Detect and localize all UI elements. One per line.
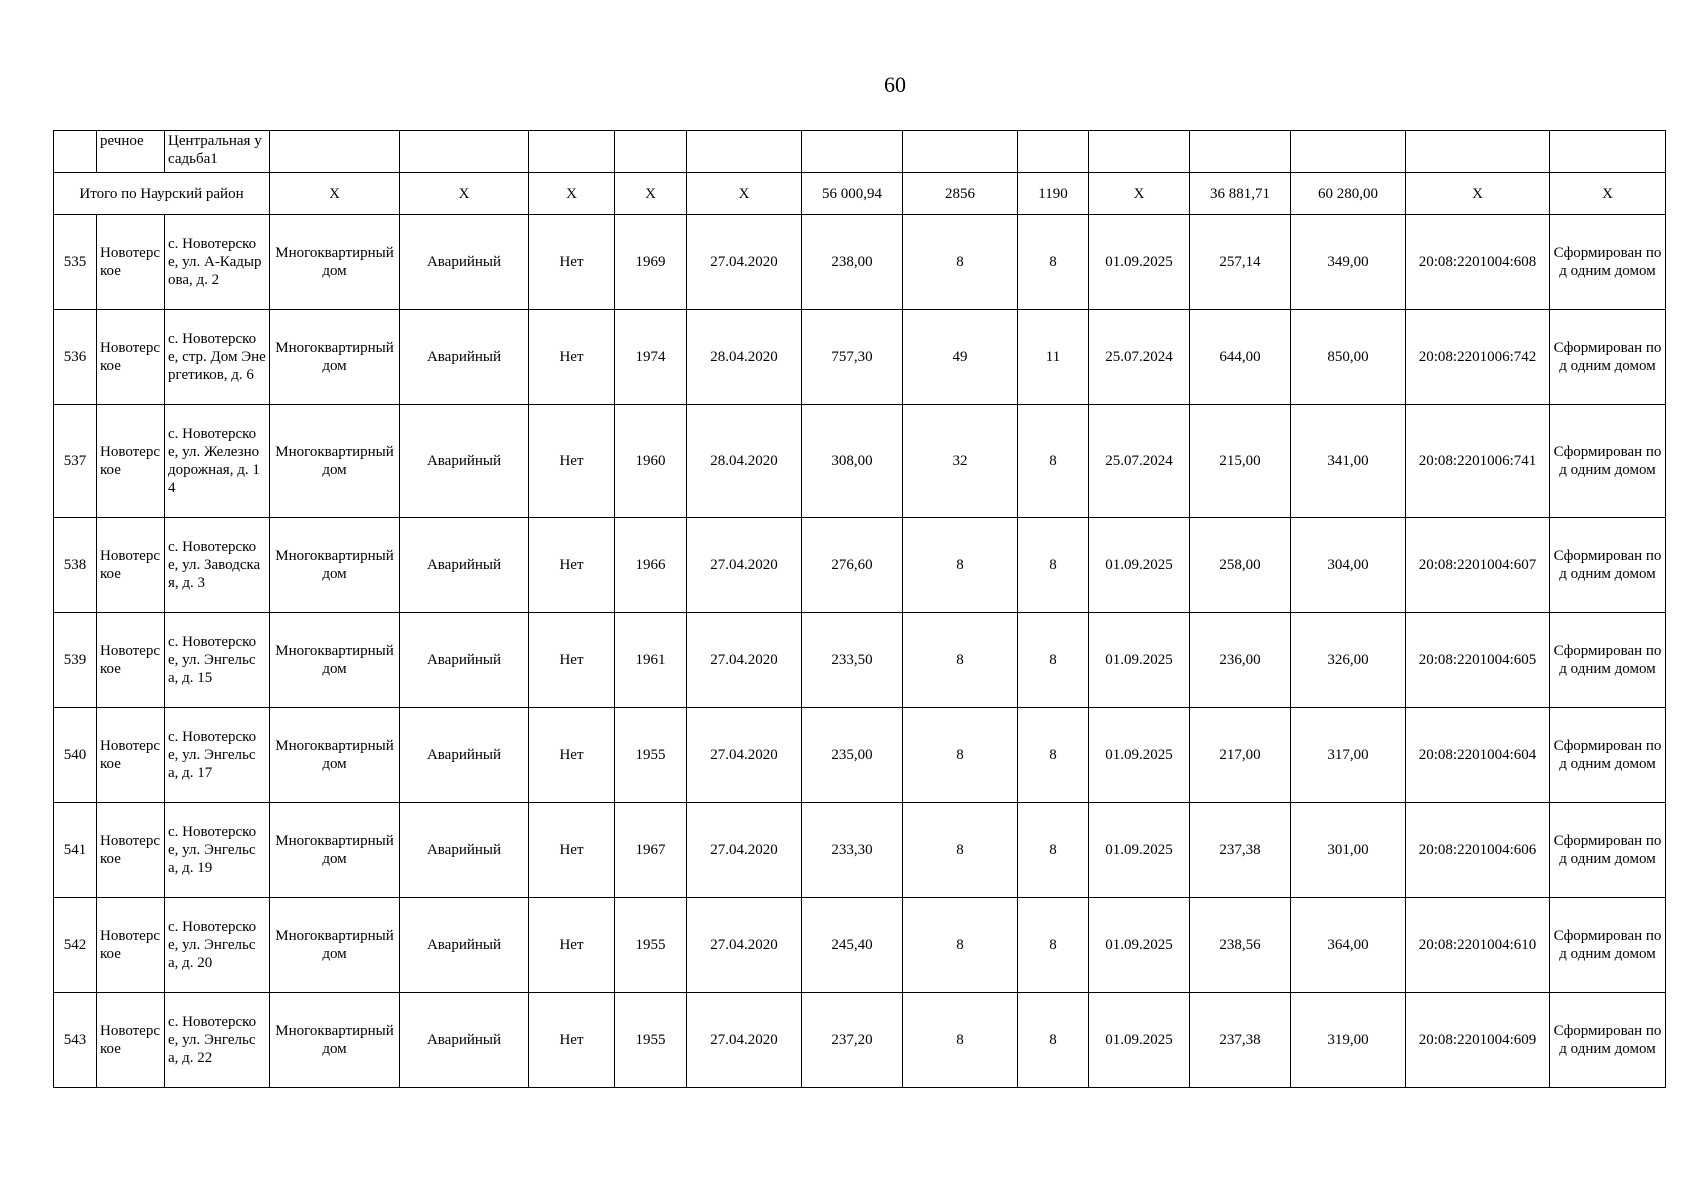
cell-persons: 8 bbox=[903, 803, 1018, 898]
total-cell: 2856 bbox=[903, 173, 1018, 215]
cell-date: 28.04.2020 bbox=[687, 405, 802, 518]
cell-flats: 8 bbox=[1018, 518, 1089, 613]
total-cell: X bbox=[1089, 173, 1190, 215]
cell-area: 235,00 bbox=[802, 708, 903, 803]
cell-area-2: 258,00 bbox=[1190, 518, 1291, 613]
cell-flag: Нет bbox=[529, 993, 615, 1088]
cell-cadastral: 20:08:2201006:742 bbox=[1406, 310, 1550, 405]
cell-num: 536 bbox=[54, 310, 97, 405]
cell-date: 27.04.2020 bbox=[687, 518, 802, 613]
table-row bbox=[54, 613, 1666, 708]
cell-address: с. Новотерское, стр. Дом Энергетиков, д. 6 bbox=[165, 310, 270, 405]
cell-flag: Нет bbox=[529, 803, 615, 898]
cell-settlement: Новотерское bbox=[97, 215, 165, 310]
continuation-row bbox=[54, 131, 1666, 173]
cell-settlement: Новотерское bbox=[97, 310, 165, 405]
cell-flats: 8 bbox=[1018, 708, 1089, 803]
total-cell: X bbox=[687, 173, 802, 215]
cell-settlement: Новотерское bbox=[97, 898, 165, 993]
cell-date: 27.04.2020 bbox=[687, 613, 802, 708]
cell-area-3: 326,00 bbox=[1291, 613, 1406, 708]
cell-status: Аварийный bbox=[400, 518, 529, 613]
cell-settlement: Новотерское bbox=[97, 613, 165, 708]
cell-status: Аварийный bbox=[400, 993, 529, 1088]
cell-building-type: Многоквартирный дом bbox=[270, 993, 400, 1088]
cell-num: 542 bbox=[54, 898, 97, 993]
cell-flag: Нет bbox=[529, 215, 615, 310]
cell-area: 233,30 bbox=[802, 803, 903, 898]
cell-persons: 8 bbox=[903, 993, 1018, 1088]
cell-address: Центральная усадьба1 bbox=[165, 131, 270, 173]
cell-date: 27.04.2020 bbox=[687, 803, 802, 898]
cell-date: 27.04.2020 bbox=[687, 898, 802, 993]
cell-persons: 8 bbox=[903, 613, 1018, 708]
cell-area-3: 301,00 bbox=[1291, 803, 1406, 898]
total-cell: X bbox=[615, 173, 687, 215]
table-row bbox=[54, 215, 1666, 310]
cell-persons: 8 bbox=[903, 215, 1018, 310]
cell-status: Аварийный bbox=[400, 803, 529, 898]
cell-note: Сформирован под одним домом bbox=[1550, 708, 1666, 803]
cell-num: 540 bbox=[54, 708, 97, 803]
cell-note: Сформирован под одним домом bbox=[1550, 613, 1666, 708]
total-label: Итого по Наурский район bbox=[54, 173, 270, 215]
cell-date: 27.04.2020 bbox=[687, 215, 802, 310]
cell-num: 541 bbox=[54, 803, 97, 898]
cell-num bbox=[54, 131, 97, 173]
total-cell: X bbox=[270, 173, 400, 215]
cell-area-3: 364,00 bbox=[1291, 898, 1406, 993]
housing-table bbox=[53, 130, 1666, 1088]
total-cell: X bbox=[529, 173, 615, 215]
cell-area-2: 238,56 bbox=[1190, 898, 1291, 993]
cell-note: Сформирован под одним домом bbox=[1550, 518, 1666, 613]
cell-deadline: 25.07.2024 bbox=[1089, 405, 1190, 518]
cell-area-3: 349,00 bbox=[1291, 215, 1406, 310]
cell-num: 543 bbox=[54, 993, 97, 1088]
table-row bbox=[54, 898, 1666, 993]
cell-deadline: 01.09.2025 bbox=[1089, 518, 1190, 613]
cell-status: Аварийный bbox=[400, 310, 529, 405]
table-row bbox=[54, 993, 1666, 1088]
cell-settlement: Новотерское bbox=[97, 405, 165, 518]
cell-deadline: 01.09.2025 bbox=[1089, 803, 1190, 898]
total-cell: 36 881,71 bbox=[1190, 173, 1291, 215]
cell-num: 539 bbox=[54, 613, 97, 708]
cell-area-3: 341,00 bbox=[1291, 405, 1406, 518]
cell-year: 1961 bbox=[615, 613, 687, 708]
cell-persons: 8 bbox=[903, 708, 1018, 803]
cell-address: с. Новотерское, ул. Железнодорожная, д. 14 bbox=[165, 405, 270, 518]
cell-building-type: Многоквартирный дом bbox=[270, 613, 400, 708]
cell-year: 1967 bbox=[615, 803, 687, 898]
cell-area-3: 317,00 bbox=[1291, 708, 1406, 803]
cell-area: 233,50 bbox=[802, 613, 903, 708]
table-row bbox=[54, 310, 1666, 405]
cell-area-3: 304,00 bbox=[1291, 518, 1406, 613]
cell-address: с. Новотерское, ул. Заводская, д. 3 bbox=[165, 518, 270, 613]
cell-address: с. Новотерское, ул. А-Кадырова, д. 2 bbox=[165, 215, 270, 310]
table-row bbox=[54, 708, 1666, 803]
cell-flats: 8 bbox=[1018, 215, 1089, 310]
cell-date: 27.04.2020 bbox=[687, 708, 802, 803]
cell-persons: 8 bbox=[903, 518, 1018, 613]
cell-flats: 8 bbox=[1018, 803, 1089, 898]
cell-status: Аварийный bbox=[400, 898, 529, 993]
cell-status: Аварийный bbox=[400, 613, 529, 708]
cell-cadastral: 20:08:2201004:607 bbox=[1406, 518, 1550, 613]
cell-settlement: речное bbox=[97, 131, 165, 173]
cell-note: Сформирован под одним домом bbox=[1550, 993, 1666, 1088]
cell-year: 1966 bbox=[615, 518, 687, 613]
cell-year: 1969 bbox=[615, 215, 687, 310]
cell-flag: Нет bbox=[529, 613, 615, 708]
cell-cadastral: 20:08:2201004:608 bbox=[1406, 215, 1550, 310]
cell-cadastral: 20:08:2201006:741 bbox=[1406, 405, 1550, 518]
cell-address: с. Новотерское, ул. Энгельса, д. 17 bbox=[165, 708, 270, 803]
cell-cadastral: 20:08:2201004:604 bbox=[1406, 708, 1550, 803]
cell-building-type: Многоквартирный дом bbox=[270, 898, 400, 993]
cell-cadastral: 20:08:2201004:610 bbox=[1406, 898, 1550, 993]
cell-cadastral: 20:08:2201004:609 bbox=[1406, 993, 1550, 1088]
cell-cadastral: 20:08:2201004:605 bbox=[1406, 613, 1550, 708]
total-cell: X bbox=[1406, 173, 1550, 215]
cell-year: 1974 bbox=[615, 310, 687, 405]
cell-flats: 8 bbox=[1018, 898, 1089, 993]
total-cell: 56 000,94 bbox=[802, 173, 903, 215]
cell-flag: Нет bbox=[529, 518, 615, 613]
total-cell: X bbox=[1550, 173, 1666, 215]
cell-flag: Нет bbox=[529, 310, 615, 405]
cell-area-2: 217,00 bbox=[1190, 708, 1291, 803]
cell-year: 1960 bbox=[615, 405, 687, 518]
cell-area-3: 319,00 bbox=[1291, 993, 1406, 1088]
cell-note: Сформирован под одним домом bbox=[1550, 898, 1666, 993]
cell-persons: 8 bbox=[903, 898, 1018, 993]
cell-date: 27.04.2020 bbox=[687, 993, 802, 1088]
cell-num: 537 bbox=[54, 405, 97, 518]
cell-settlement: Новотерское bbox=[97, 803, 165, 898]
cell-note: Сформирован под одним домом bbox=[1550, 310, 1666, 405]
table-row bbox=[54, 405, 1666, 518]
cell-deadline: 01.09.2025 bbox=[1089, 613, 1190, 708]
cell-building-type: Многоквартирный дом bbox=[270, 518, 400, 613]
cell-date: 28.04.2020 bbox=[687, 310, 802, 405]
cell-deadline: 01.09.2025 bbox=[1089, 993, 1190, 1088]
cell-building-type: Многоквартирный дом bbox=[270, 708, 400, 803]
cell-flag: Нет bbox=[529, 898, 615, 993]
cell-deadline: 01.09.2025 bbox=[1089, 708, 1190, 803]
cell-flag: Нет bbox=[529, 405, 615, 518]
cell-area: 245,40 bbox=[802, 898, 903, 993]
cell-area: 757,30 bbox=[802, 310, 903, 405]
table-row bbox=[54, 518, 1666, 613]
cell-deadline: 25.07.2024 bbox=[1089, 310, 1190, 405]
cell-area: 276,60 bbox=[802, 518, 903, 613]
cell-building-type: Многоквартирный дом bbox=[270, 310, 400, 405]
total-row bbox=[54, 173, 1666, 215]
cell-area: 238,00 bbox=[802, 215, 903, 310]
cell-address: с. Новотерское, ул. Энгельса, д. 19 bbox=[165, 803, 270, 898]
cell-area-2: 644,00 bbox=[1190, 310, 1291, 405]
cell-num: 535 bbox=[54, 215, 97, 310]
cell-area-2: 237,38 bbox=[1190, 803, 1291, 898]
cell-building-type: Многоквартирный дом bbox=[270, 803, 400, 898]
cell-address: с. Новотерское, ул. Энгельса, д. 20 bbox=[165, 898, 270, 993]
cell-area-2: 237,38 bbox=[1190, 993, 1291, 1088]
cell-address: с. Новотерское, ул. Энгельса, д. 22 bbox=[165, 993, 270, 1088]
cell-status: Аварийный bbox=[400, 215, 529, 310]
cell-address: с. Новотерское, ул. Энгельса, д. 15 bbox=[165, 613, 270, 708]
cell-note: Сформирован под одним домом bbox=[1550, 405, 1666, 518]
total-cell: 1190 bbox=[1018, 173, 1089, 215]
cell-settlement: Новотерское bbox=[97, 708, 165, 803]
cell-deadline: 01.09.2025 bbox=[1089, 898, 1190, 993]
cell-area-2: 257,14 bbox=[1190, 215, 1291, 310]
cell-flats: 8 bbox=[1018, 613, 1089, 708]
cell-persons: 32 bbox=[903, 405, 1018, 518]
cell-status: Аварийный bbox=[400, 708, 529, 803]
cell-cadastral: 20:08:2201004:606 bbox=[1406, 803, 1550, 898]
cell-settlement: Новотерское bbox=[97, 993, 165, 1088]
cell-deadline: 01.09.2025 bbox=[1089, 215, 1190, 310]
page-number: 60 bbox=[884, 72, 906, 97]
cell-area-2: 236,00 bbox=[1190, 613, 1291, 708]
cell-flats: 8 bbox=[1018, 993, 1089, 1088]
table-row bbox=[54, 803, 1666, 898]
cell-area-3: 850,00 bbox=[1291, 310, 1406, 405]
cell-settlement: Новотерское bbox=[97, 518, 165, 613]
cell-note: Сформирован под одним домом bbox=[1550, 215, 1666, 310]
cell-note: Сформирован под одним домом bbox=[1550, 803, 1666, 898]
cell-year: 1955 bbox=[615, 708, 687, 803]
total-cell: 60 280,00 bbox=[1291, 173, 1406, 215]
cell-flats: 11 bbox=[1018, 310, 1089, 405]
cell-area-2: 215,00 bbox=[1190, 405, 1291, 518]
total-cell: X bbox=[400, 173, 529, 215]
cell-building-type: Многоквартирный дом bbox=[270, 405, 400, 518]
cell-year: 1955 bbox=[615, 898, 687, 993]
cell-persons: 49 bbox=[903, 310, 1018, 405]
cell-building-type: Многоквартирный дом bbox=[270, 215, 400, 310]
cell-area: 237,20 bbox=[802, 993, 903, 1088]
cell-year: 1955 bbox=[615, 993, 687, 1088]
cell-area: 308,00 bbox=[802, 405, 903, 518]
cell-flag: Нет bbox=[529, 708, 615, 803]
cell-status: Аварийный bbox=[400, 405, 529, 518]
cell-flats: 8 bbox=[1018, 405, 1089, 518]
cell-num: 538 bbox=[54, 518, 97, 613]
